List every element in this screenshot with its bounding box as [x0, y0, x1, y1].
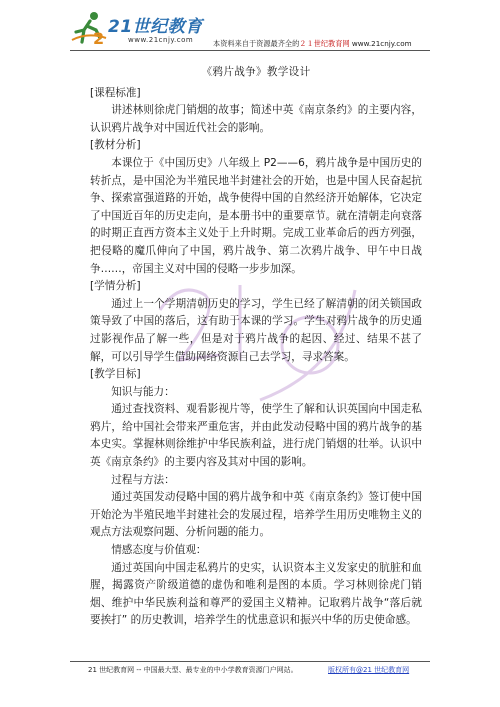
header-divider — [70, 50, 430, 51]
header-note-site[interactable]: ２１世纪教育网 — [299, 39, 350, 48]
section-heading-curriculum: [课程标准] — [90, 86, 141, 99]
svg-text:2: 2 — [93, 29, 105, 46]
runner-logo-icon — [70, 10, 110, 46]
goal-label-knowledge: 知识与能力： — [111, 385, 175, 398]
section-heading-textbook: [教材分析] — [90, 139, 141, 152]
header-note-prefix: 本资料来自于资源最齐全的 — [213, 39, 300, 48]
section-heading-goals: [教学目标] — [90, 368, 141, 381]
footer-tagline: 21 世纪教育网 -- 中国最大型、最专业的中小学教育资源门户网站。 — [88, 666, 298, 674]
site-logo[interactable] — [70, 10, 203, 48]
goal-label-process: 过程与方法： — [111, 473, 175, 486]
section-heading-students: [学情分析] — [90, 280, 141, 293]
footer-divider — [70, 661, 430, 662]
document-body — [90, 64, 422, 630]
logo-text: 21世纪教育 — [108, 17, 203, 37]
header-note — [213, 39, 412, 49]
footer-copyright-link[interactable]: 版权所有@21 世纪教育网 — [328, 666, 410, 674]
document-title: 《鸦片战争》教学设计 — [201, 66, 311, 78]
header-note-url[interactable]: www.21cnjy.com — [349, 39, 412, 48]
logo-url: www.21cnjy.com — [128, 36, 194, 44]
goal-text-process: 通过英国发动侵略中国的鸦片战争和中英《南京条约》签订使中国开始沦为半殖民地半封建社会的发展过程，培养学生用历史唯物主义的观点方法观察问题、分析问题的能力。 — [90, 491, 422, 539]
paragraph-curriculum: 讲述林则徐虎门销烟的故事；简述中英《南京条约》的主要内容，认识鸦片战争对中国近代社会的影响。 — [90, 104, 422, 134]
page-header — [0, 0, 500, 58]
paragraph-students: 通过上一个学期清朝历史的学习，学生已经了解清朝的闭关锁国政策导致了中国的落后，这有助于本课的学习。学生对鸦片战争的历史通过影视作品了解一些，但是对于鸦片战争的起因、经过、结果不甚了解，可以引导学生借助网络资源自己去学习，寻求答案。 — [90, 297, 422, 363]
goal-label-values: 情感态度与价值观： — [111, 544, 207, 557]
goal-text-values: 通过英国向中国走私鸦片的史实，认识资本主义发家史的肮脏和血腥，揭露资产阶级道德的虚伪和唯利是图的本质。学习林则徐虎门销烟、维护中华民族利益和尊严的爱国主义精神。记取鸦片战争“落后就要挨打” 的历史教训，培养学生的忧患意识和振兴中华的历史使命感。 — [90, 561, 422, 627]
goal-text-knowledge: 通过查找资料、观看影视片等，使学生了解和认识英国向中国走私鸦片，给中国社会带来严重危害，并由此发动侵略中国的鸦片战争的基本史实。掌握林则徐维护中华民族利益，进行虎门销烟的壮举。认识中英《南京条约》的主要内容及其对中国的影响。 — [90, 403, 422, 469]
paragraph-textbook: 本课位于《中国历史》八年级上 P2——6，鸦片战争是中国历史的转折点，是中国沦为半殖民地半封建社会的开始，也是中国人民奋起抗争、探索富强道路的开始，战争使得中国的自然经济开始解体，它决定了中国近百年的历史走向，是本册书中的重要章节。就在清朝走向衰落的时期正直西方资本主义处于上升时期。完成工业革命后的西方列强，把侵略的魔爪伸向了中国，鸦片战争、第二次鸦片战争、甲午中日战争……，帝国主义对中国的侵略一步步加深。 — [90, 156, 422, 275]
